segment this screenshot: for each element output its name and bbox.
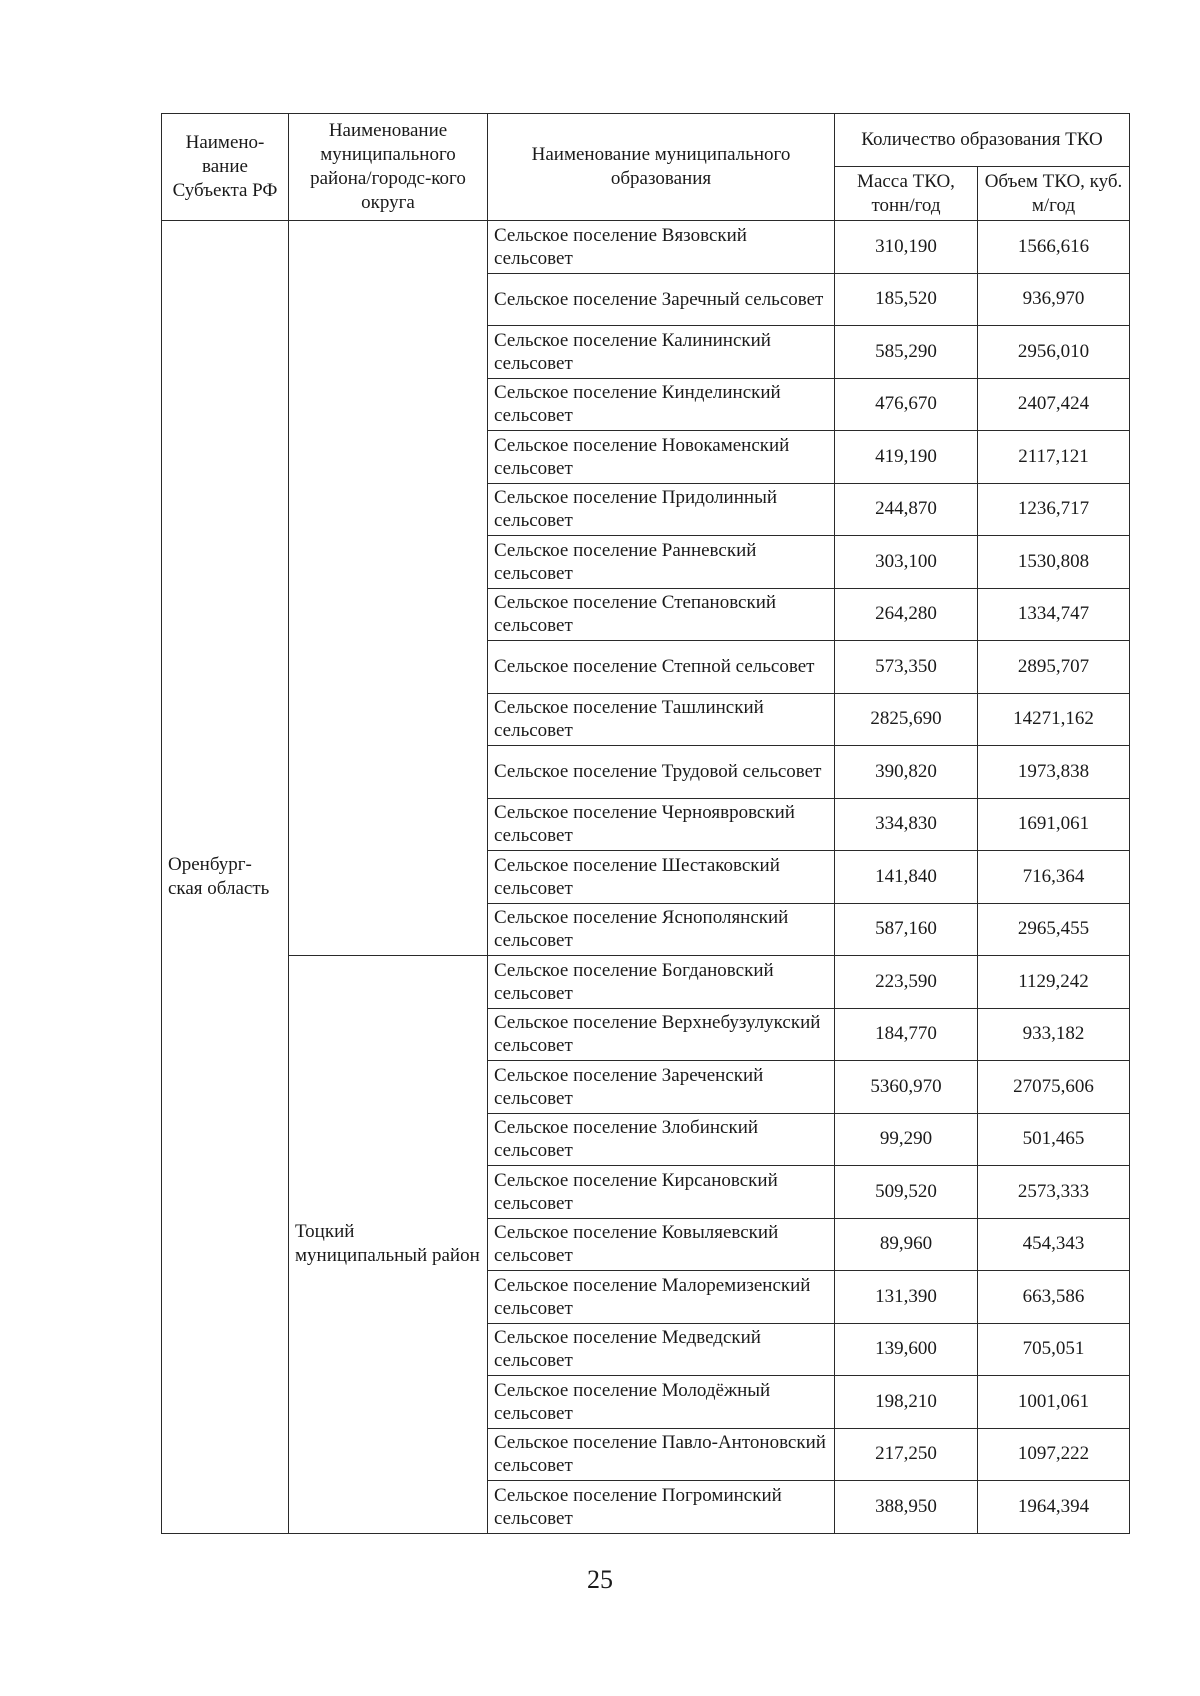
mass-value: 585,290 [835,326,978,379]
mass-value: 198,210 [835,1376,978,1429]
volume-value: 1001,061 [978,1376,1130,1429]
municipality-name: Сельское поселение Новокаменский сельсовет [488,431,835,484]
mass-value: 388,950 [835,1481,978,1534]
page-number: 25 [587,1565,613,1594]
municipality-name: Сельское поселение Черноявровский сельсовет [488,798,835,851]
mass-value: 264,280 [835,588,978,641]
mass-value: 334,830 [835,798,978,851]
volume-value: 2965,455 [978,903,1130,956]
mass-value: 141,840 [835,851,978,904]
municipality-name: Сельское поселение Ранневский сельсовет [488,536,835,589]
mass-value: 573,350 [835,641,978,694]
municipality-name: Сельское поселение Медведский сельсовет [488,1323,835,1376]
mass-value: 476,670 [835,378,978,431]
volume-value: 27075,606 [978,1061,1130,1114]
volume-value: 2895,707 [978,641,1130,694]
municipality-name: Сельское поселение Верхнебузулукский сельсовет [488,1008,835,1061]
mass-value: 509,520 [835,1166,978,1219]
municipality-name: Сельское поселение Павло-Антоновский сельсовет [488,1428,835,1481]
table-row [162,221,1130,274]
volume-value: 716,364 [978,851,1130,904]
volume-value: 2573,333 [978,1166,1130,1219]
mass-value: 419,190 [835,431,978,484]
volume-value: 2407,424 [978,378,1130,431]
volume-value: 663,586 [978,1271,1130,1324]
municipality-name: Сельское поселение Ташлинский сельсовет [488,693,835,746]
table-header [162,114,1130,221]
volume-value: 1129,242 [978,956,1130,1009]
volume-value: 454,343 [978,1218,1130,1271]
mass-value: 2825,690 [835,693,978,746]
volume-value: 501,465 [978,1113,1130,1166]
municipality-name: Сельское поселение Малоремизенский сельсовет [488,1271,835,1324]
district-cell-continued [289,221,488,956]
municipality-name: Сельское поселение Зареченский сельсовет [488,1061,835,1114]
header-row-1 [162,114,1130,167]
volume-value: 705,051 [978,1323,1130,1376]
volume-value: 1236,717 [978,483,1130,536]
header-subject: Наимено-вание Субъекта РФ [162,114,289,221]
municipality-name: Сельское поселение Богдановский сельсовет [488,956,835,1009]
municipality-name: Сельское поселение Погроминский сельсовет [488,1481,835,1534]
mass-value: 131,390 [835,1271,978,1324]
municipality-name: Сельское поселение Калининский сельсовет [488,326,835,379]
municipality-name: Сельское поселение Молодёжный сельсовет [488,1376,835,1429]
volume-value: 936,970 [978,273,1130,326]
header-mass: Масса ТКО, тонн/год [835,167,978,221]
volume-value: 2956,010 [978,326,1130,379]
district-cell-totsky: Тоцкий муниципальный район [289,956,488,1534]
municipality-name: Сельское поселение Шестаковский сельсовет [488,851,835,904]
municipality-name: Сельское поселение Степной сельсовет [488,641,835,694]
header-municipality: Наименование муниципального образования [488,114,835,221]
mass-value: 185,520 [835,273,978,326]
mass-value: 390,820 [835,746,978,799]
header-quantity-group: Количество образования ТКО [835,114,1130,167]
volume-value: 2117,121 [978,431,1130,484]
mass-value: 587,160 [835,903,978,956]
mass-value: 139,600 [835,1323,978,1376]
volume-value: 1691,061 [978,798,1130,851]
municipality-name: Сельское поселение Степановский сельсовет [488,588,835,641]
volume-value: 1530,808 [978,536,1130,589]
mass-value: 99,290 [835,1113,978,1166]
municipality-name: Сельское поселение Яснополянский сельсовет [488,903,835,956]
municipality-name: Сельское поселение Заречный сельсовет [488,273,835,326]
mass-value: 244,870 [835,483,978,536]
municipality-name: Сельское поселение Вязовский сельсовет [488,221,835,274]
table-row [162,956,1130,1009]
table-body [162,221,1130,1534]
mass-value: 184,770 [835,1008,978,1061]
subject-cell: Оренбург-ская область [162,221,289,1534]
waste-data-table [161,113,1130,1534]
volume-value: 1334,747 [978,588,1130,641]
volume-value: 1566,616 [978,221,1130,274]
volume-value: 933,182 [978,1008,1130,1061]
mass-value: 89,960 [835,1218,978,1271]
mass-value: 310,190 [835,221,978,274]
volume-value: 14271,162 [978,693,1130,746]
municipality-name: Сельское поселение Злобинский сельсовет [488,1113,835,1166]
volume-value: 1973,838 [978,746,1130,799]
municipality-name: Сельское поселение Кирсановский сельсовет [488,1166,835,1219]
mass-value: 5360,970 [835,1061,978,1114]
municipality-name: Сельское поселение Трудовой сельсовет [488,746,835,799]
mass-value: 217,250 [835,1428,978,1481]
municipality-name: Сельское поселение Ковыляевский сельсовет [488,1218,835,1271]
header-district: Наименование муниципального района/городс-кого округа [289,114,488,221]
mass-value: 303,100 [835,536,978,589]
municipality-name: Сельское поселение Кинделинский сельсовет [488,378,835,431]
volume-value: 1097,222 [978,1428,1130,1481]
volume-value: 1964,394 [978,1481,1130,1534]
mass-value: 223,590 [835,956,978,1009]
municipality-name: Сельское поселение Придолинный сельсовет [488,483,835,536]
header-volume: Объем ТКО, куб. м/год [978,167,1130,221]
